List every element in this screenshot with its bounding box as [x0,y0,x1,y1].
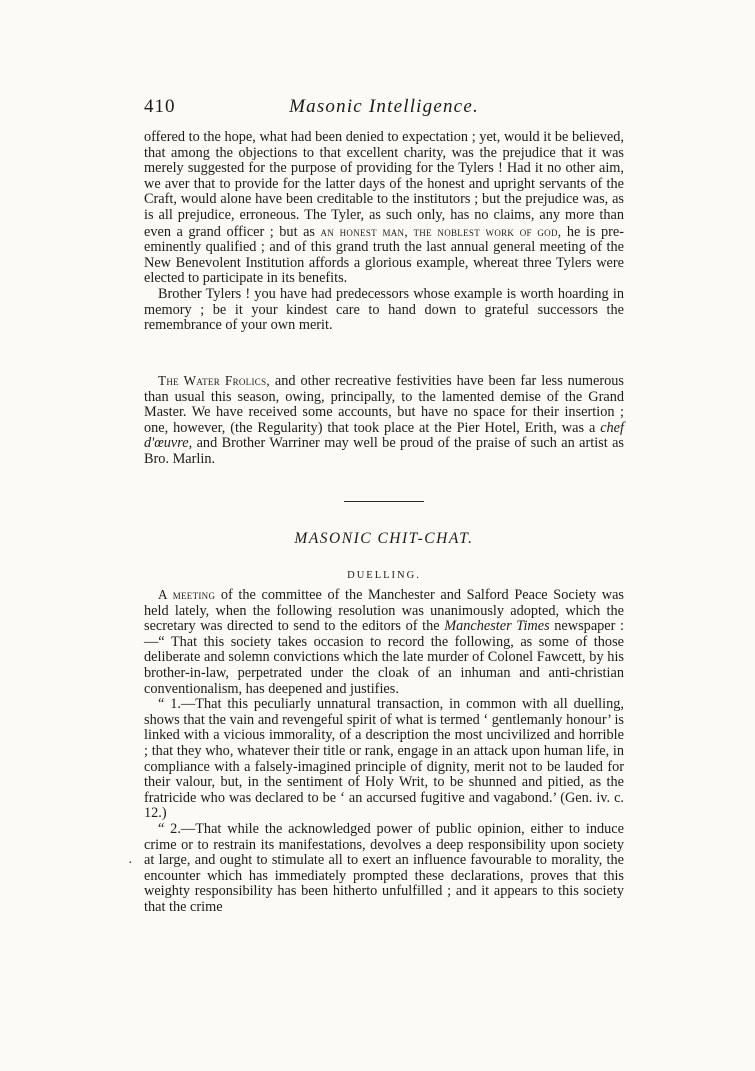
tylers-text-a: offered to the hope, what had been denied to expectation ; yet, would it be believed, that among the objections to that excellent charity, was the prejudice that it was merely suggested for the purpose of providing for the Tylers ! Had it no other aim, we aver that to provide for the latter days of the honest and upright servants of the Craft, would alone have been creditable to the institutors ; but the prejudice was, as is all prejudice, erroneous. The Tyler, as such only, has no claims, any more than even a grand officer ; but as [144,129,624,240]
water-frolics-italic: chef d'œuvre, [144,419,624,452]
water-frolics-lead: The Water Frolics, [158,373,270,388]
water-frolics-text-b: and Brother Warriner may well be proud of the praise of such an artist as Bro. Marlin. [144,435,624,467]
duelling-text-b: newspaper :—“ That this society takes occasion to record the following, as some of those deliberate and solemn convictions which the late murder of Colonel Fawcett, by his brother-in-law, perpetrated under the cloak of an inhuman and anti-christian conventionalism, has deepened and justifies. [144,618,624,697]
duelling-lead: A meeting [158,587,216,602]
newspaper-name: Manchester Times [444,618,550,635]
water-frolics-section [144,373,624,468]
running-title: Masonic Intelligence. [289,96,479,117]
duelling-section [144,587,624,915]
page-number: 410 [144,96,176,117]
duelling-text-a: of the committee of the Manchester and Salford Peace Society was held lately, when the following resolution was unanimously adopted, which the secretary was directed to send to the editors of the [144,587,624,635]
duelling-paragraph-1 [144,587,624,697]
tylers-text-b: he is pre-eminently qualified ; and of this grand truth the last annual general meeting of the New Benevolent Institution affords a glorious example, whereat three Tylers were elected to participate in its benefits. [144,223,624,287]
tylers-paragraph-1 [144,130,624,287]
water-frolics-paragraph [144,373,624,468]
section-divider [344,501,424,502]
margin-mark: · [128,856,133,871]
resolution-2: “ 2.—That while the acknowledged power of public opinion, either to induce crime or to restrain its manifestations, devolves a deep responsibility upon society at large, and ought to stimulate all to exert an influence favourable to morality, the encounter which has immediately prompted these declarations, proves that this weighty responsibility has been hitherto unfulfilled ; and it appears to this society that the crime [144,820,624,915]
resolution-1: “ 1.—That this peculiarly unnatural transaction, in common with all duelling, shows that the vain and revengeful spirit of what is termed ‘ gentlemanly honour’ is linked with a vicious immorality, of a description the most uncivilized and horrible ; that they who, whatever their title or rank, engage in an attack upon human life, in compliance with a falsely-imagined principle of dignity, merit not to be lauded for their valour, but, in the sentiment of Holy Writ, to be shunned and pitied, as the fratricide who was declared to be ‘ an accursed fugitive and vagabond.’ (Gen. iv. c. 12.) [144,696,624,822]
subheading: DUELLING. [347,570,421,581]
tylers-smallcaps-phrase: an honest man, the noblest work of god, [320,223,562,239]
water-frolics-text-a: and other recreative festivities have been far less numerous than usual this season, owing, principally, to the lamented demise of the Grand Master. We have received some accounts, but have no space for their insertion ; one, however, (the Regularity) that took place at the Pier Hotel, Erith, was a [144,373,624,436]
section-title: MASONIC CHIT-CHAT. [294,530,474,547]
page-header [144,96,624,120]
tylers-section [144,130,624,334]
tylers-paragraph-2: Brother Tylers ! you have had predecessors whose example is worth hoarding in memory ; be it your kindest care to hand down to grateful successors the remembrance of your own merit. [144,285,624,334]
